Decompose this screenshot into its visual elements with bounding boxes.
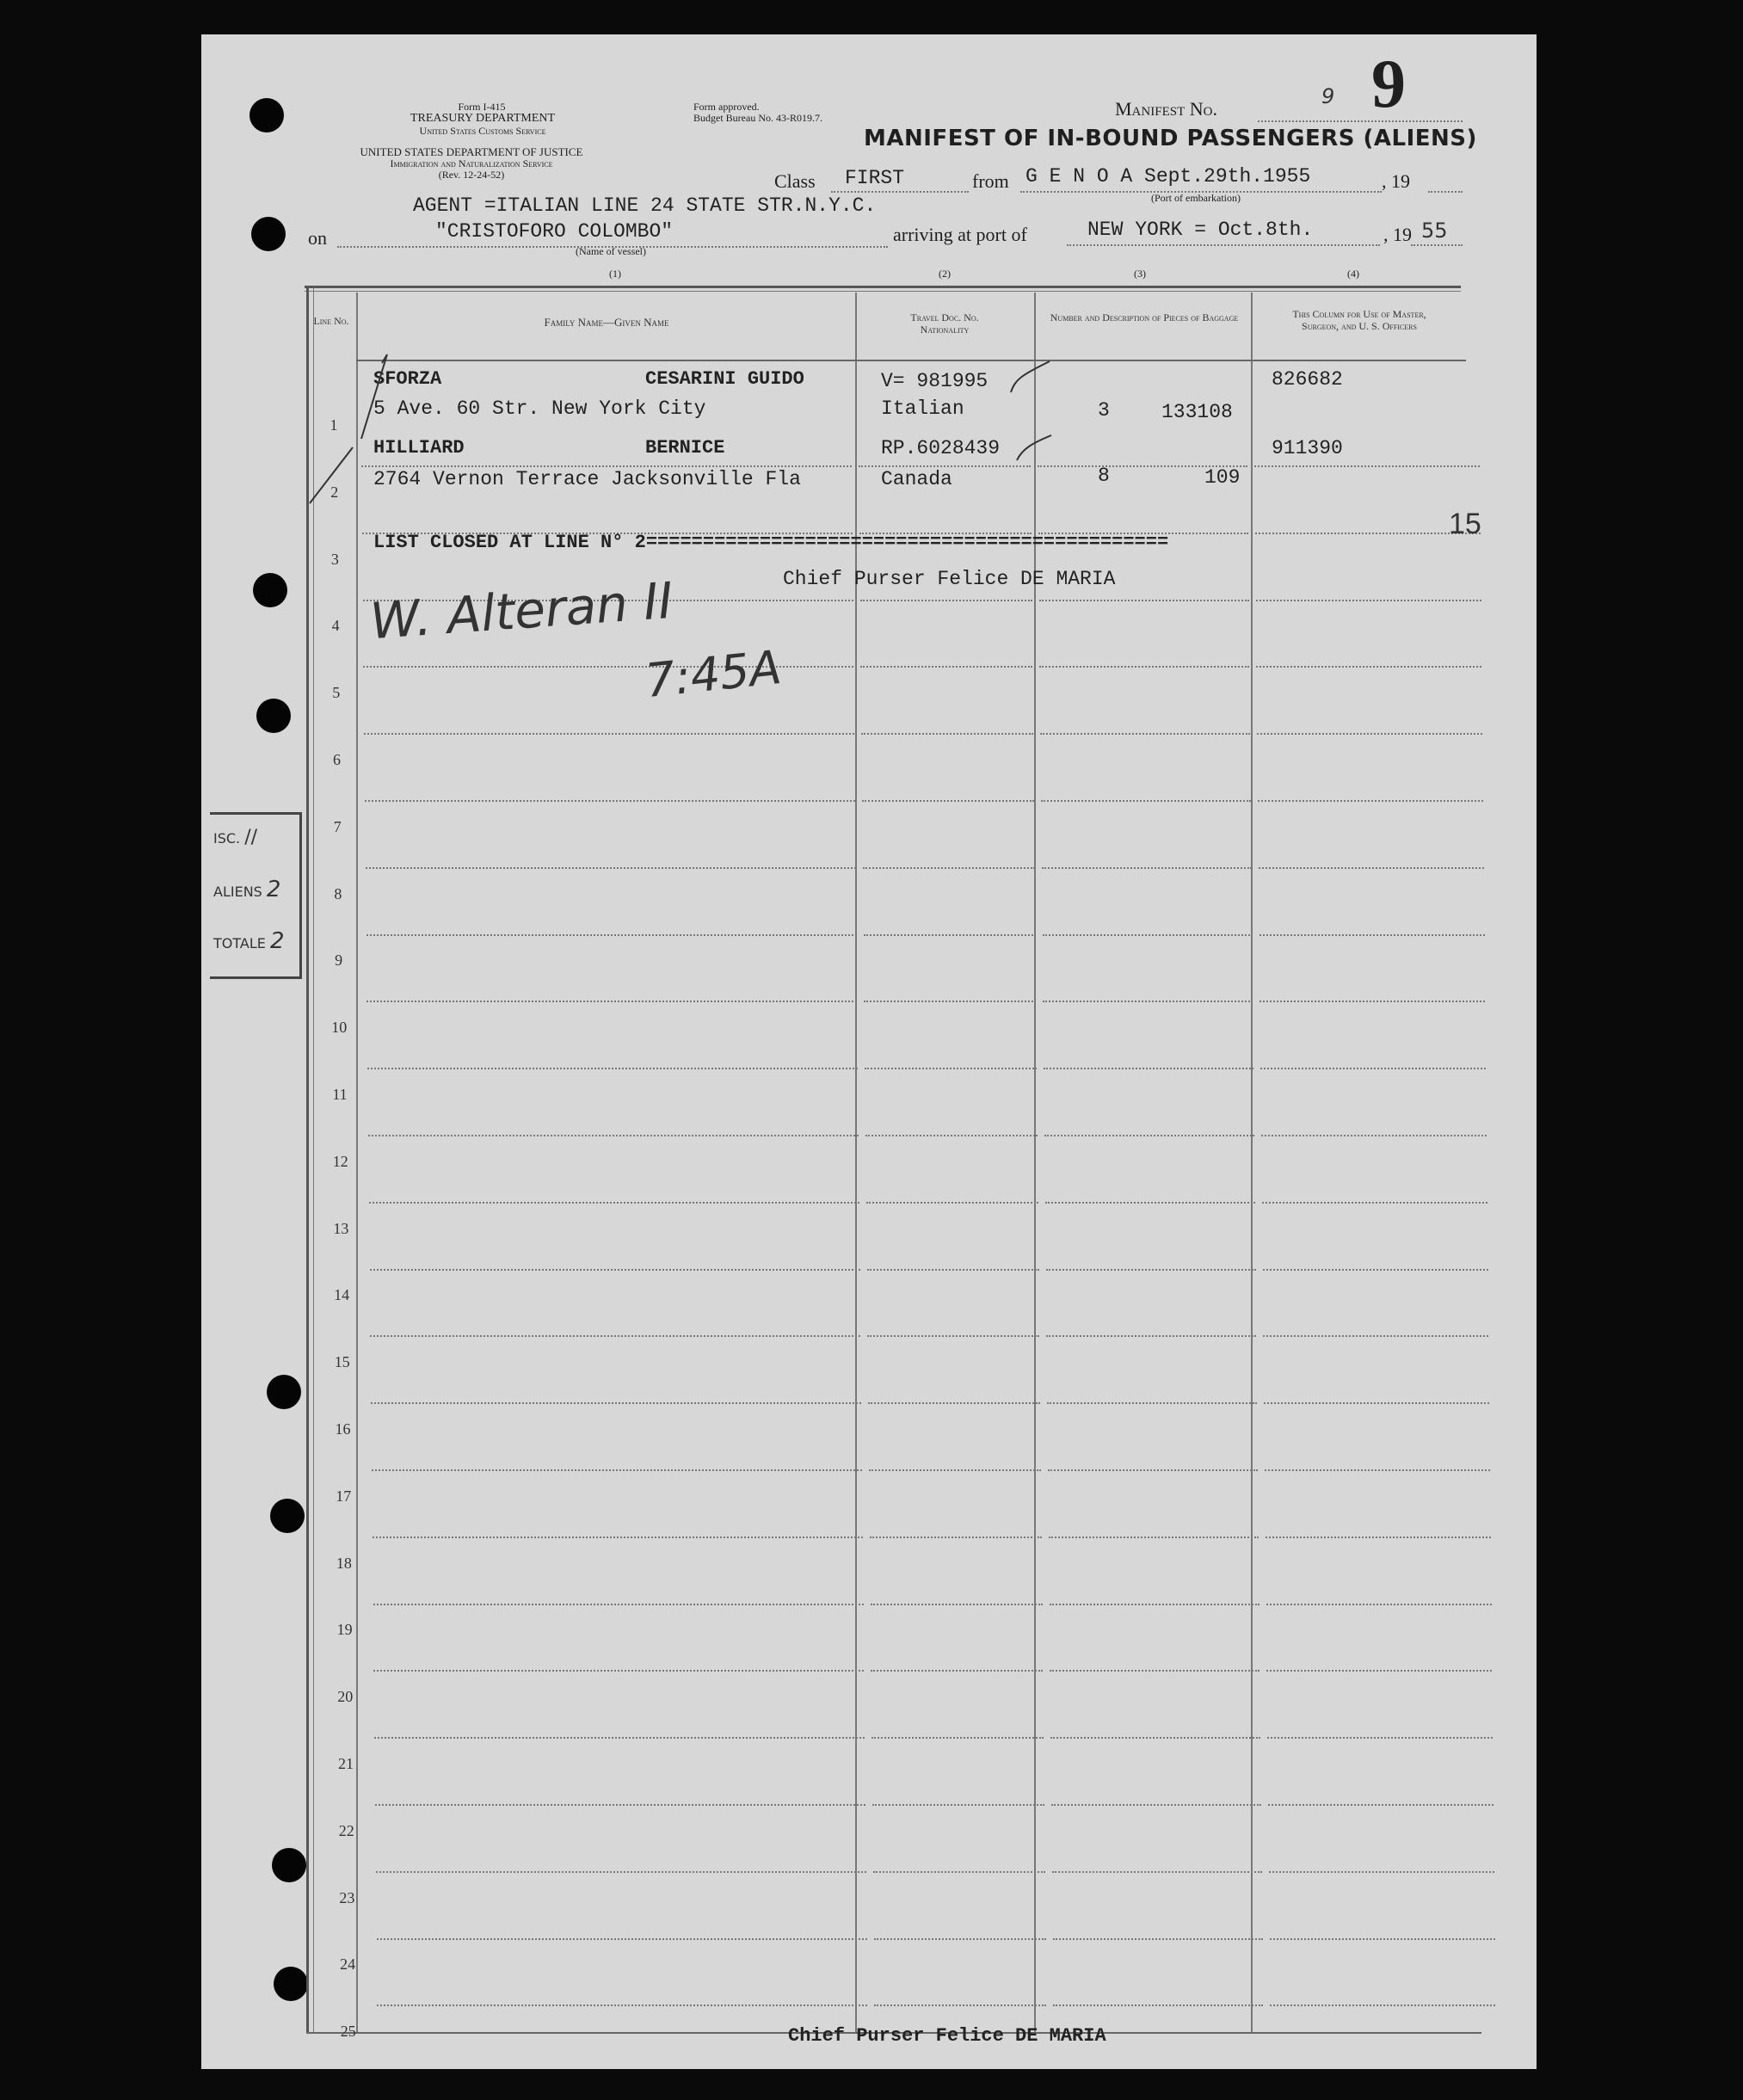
row-rule	[864, 1001, 1036, 1002]
vessel-note: (Name of vessel)	[576, 245, 646, 257]
row-rule	[1262, 1202, 1487, 1204]
table-left-border	[306, 287, 309, 2034]
line-number: 25	[340, 2023, 356, 2041]
officers-header: This Column for Use of Master, Surgeon, and U. S. Officers	[1292, 308, 1426, 332]
class-line	[831, 191, 969, 193]
row-rule	[1052, 1871, 1262, 1873]
row-rule	[1041, 800, 1251, 802]
table-top-border-inner	[305, 291, 1461, 292]
manifest-number-large: 9	[1371, 46, 1406, 122]
margin-number: 15	[1449, 508, 1481, 540]
arrival-year-line	[1411, 244, 1463, 246]
row-rule	[377, 1938, 867, 1940]
punch-hole	[249, 98, 284, 132]
manifest-page	[201, 34, 1537, 2069]
agent-line: AGENT =ITALIAN LINE 24 STATE STR.N.Y.C.	[413, 194, 877, 217]
row-rule	[1270, 1938, 1495, 1940]
row-rule	[861, 733, 1033, 735]
row-rule	[373, 1670, 864, 1672]
punch-hole	[270, 1499, 305, 1533]
row-rule	[1044, 1068, 1253, 1069]
column-number-1: (1)	[609, 268, 621, 280]
line-number: 17	[336, 1487, 352, 1505]
baggage-pieces: 3	[1098, 399, 1110, 422]
row-rule	[1048, 1469, 1258, 1471]
punch-hole	[253, 573, 287, 607]
officer-entry: 826682	[1272, 368, 1343, 391]
from-label: from	[972, 170, 1009, 192]
row-rule	[364, 733, 854, 735]
customs-service: United States Customs Service	[419, 125, 546, 137]
line-number: 11	[332, 1086, 348, 1103]
department: TREASURY DEPARTMENT	[410, 112, 556, 125]
row-rule	[370, 1335, 860, 1337]
row-rule	[874, 2005, 1046, 2006]
arrival-value: NEW YORK = Oct.8th.	[1087, 219, 1314, 241]
manifest-label: Manifest No.	[1115, 98, 1217, 120]
row-rule	[373, 1604, 864, 1605]
passenger-nationality: Canada	[881, 468, 952, 490]
officer-entry: 911390	[1272, 437, 1343, 459]
budget-bureau: Budget Bureau No. 43-R019.7.	[693, 112, 822, 124]
row-rule	[366, 934, 857, 936]
line-number: 21	[338, 1755, 354, 1772]
row-rule	[370, 1269, 860, 1271]
form-approved: Form approved.	[693, 101, 760, 113]
line-number: 12	[332, 1152, 348, 1170]
row-rule	[1047, 1402, 1257, 1404]
row-rule	[1254, 465, 1480, 467]
row-rule	[869, 1469, 1041, 1471]
passenger-given-name: CESARINI GUIDO	[645, 368, 804, 390]
column-number-3: (3)	[1134, 268, 1146, 280]
revision: (Rev. 12-24-52)	[438, 169, 505, 181]
line-number: 2	[330, 483, 339, 501]
chief-purser: Chief Purser Felice DE MARIA	[783, 568, 1116, 590]
line-number: 8	[334, 884, 342, 902]
line-number: 24	[340, 1955, 356, 1974]
baggage-number: 109	[1204, 466, 1241, 489]
row-rule	[365, 800, 855, 802]
row-rule	[862, 800, 1034, 802]
year-label: , 19	[1382, 170, 1410, 192]
row-rule	[1040, 733, 1250, 735]
row-rule	[1039, 666, 1249, 668]
row-rule	[1043, 1001, 1253, 1002]
row-rule	[1266, 1537, 1491, 1538]
row-rule	[368, 1135, 859, 1136]
row-rule	[1263, 1269, 1488, 1271]
row-rule	[1270, 2005, 1495, 2006]
line-number: 6	[333, 751, 341, 768]
class-label: Class	[774, 170, 816, 192]
passenger-given-name: BERNICE	[645, 437, 725, 459]
row-rule	[1043, 934, 1253, 936]
line-no-header: Line No.	[313, 315, 349, 327]
row-rule	[866, 1202, 1038, 1204]
footer-purser: Chief Purser Felice DE MARIA	[788, 2025, 1106, 2047]
passenger-address: 5 Ave. 60 Str. New York City	[373, 397, 706, 420]
column-number-4: (4)	[1347, 268, 1359, 280]
line-number: 7	[333, 817, 342, 835]
passenger-travel-doc: V= 981995	[881, 370, 989, 392]
arriving-label: arriving at port of	[893, 224, 1027, 245]
row-rule	[1266, 1670, 1492, 1672]
line-number: 15	[334, 1353, 350, 1371]
row-rule	[373, 1537, 863, 1538]
row-rule	[1050, 1604, 1260, 1605]
passenger-family-name: HILLIARD	[373, 437, 465, 459]
stamp-label: TOTALE	[213, 935, 266, 951]
manifest-line	[1258, 120, 1463, 122]
row-rule	[371, 1402, 861, 1404]
punch-hole	[251, 217, 286, 251]
row-rule	[863, 867, 1035, 869]
name-column-divider	[855, 293, 857, 2034]
punch-hole	[272, 1848, 306, 1882]
row-rule	[1045, 1202, 1255, 1204]
row-rule	[868, 1402, 1040, 1404]
line-number: 16	[335, 1420, 351, 1438]
row-rule	[1269, 1871, 1494, 1873]
row-rule	[1053, 1938, 1263, 1940]
handwritten-time: 7:45A	[643, 639, 785, 709]
row-rule	[367, 1068, 858, 1069]
line-number: 13	[333, 1219, 349, 1237]
row-rule	[374, 1737, 865, 1739]
table-top-border	[305, 286, 1461, 288]
stamp-label: ISC.	[213, 830, 241, 847]
row-rule	[872, 1804, 1044, 1806]
row-rule	[871, 1670, 1043, 1672]
row-rule	[872, 1737, 1044, 1739]
page-title: MANIFEST OF IN-BOUND PASSENGERS (ALIENS)	[864, 126, 1477, 151]
row-rule	[1260, 934, 1485, 936]
row-rule	[1046, 1269, 1256, 1271]
arrival-year: 55	[1421, 219, 1448, 243]
row-rule	[867, 1335, 1039, 1337]
row-rule	[1268, 1804, 1494, 1806]
name-header: Family Name—Given Name	[544, 316, 669, 329]
row-rule	[1260, 1068, 1486, 1069]
arrival-line	[1067, 244, 1380, 246]
travel-doc-header: Travel Doc. No. Nationality	[910, 311, 979, 336]
class-value: FIRST	[845, 167, 905, 189]
row-rule	[1259, 867, 1484, 869]
punch-hole	[256, 699, 291, 733]
manifest-number-small: 9	[1321, 84, 1335, 108]
row-rule	[377, 2005, 867, 2006]
row-rule	[372, 1469, 862, 1471]
passenger-address: 2764 Vernon Terrace Jacksonville Fla	[373, 468, 801, 490]
row-rule	[871, 1604, 1043, 1605]
doc-column-divider	[1034, 293, 1036, 2034]
row-rule	[1260, 1001, 1485, 1002]
row-rule	[1256, 600, 1481, 601]
passenger-travel-doc: RP.6028439	[881, 437, 1001, 459]
row-rule	[874, 1938, 1046, 1940]
table-left-border-inner	[313, 287, 314, 2034]
line-number: 5	[332, 684, 341, 702]
line-number: 19	[336, 1621, 353, 1639]
row-rule	[1258, 800, 1483, 802]
row-rule	[1265, 1469, 1490, 1471]
line-number: 22	[338, 1821, 354, 1839]
baggage-header: Number and Description of Pieces of Baggage	[1050, 311, 1239, 323]
punch-hole	[267, 1375, 301, 1409]
row-rule	[1046, 1335, 1256, 1337]
row-rule	[1266, 1604, 1492, 1605]
row-rule	[375, 1804, 865, 1806]
on-label: on	[308, 227, 327, 249]
row-rule	[867, 1269, 1039, 1271]
ins-service: Immigration and Naturalization Service	[390, 157, 553, 169]
row-rule	[1042, 867, 1252, 869]
row-rule	[1050, 1670, 1260, 1672]
line-number: 4	[331, 617, 340, 635]
row-rule	[864, 934, 1036, 936]
row-rule	[376, 1871, 866, 1873]
stamp-label: ALIENS	[213, 884, 262, 900]
row-rule	[366, 867, 856, 869]
line-number: 10	[331, 1019, 348, 1037]
row-rule	[1050, 1737, 1260, 1739]
handwritten-signature: W. Alteran II	[368, 570, 675, 651]
row-rule	[369, 1202, 859, 1204]
row-rule	[860, 600, 1032, 601]
stamp-value: 2	[266, 877, 281, 902]
row-rule	[1263, 1335, 1488, 1337]
line-number: 23	[339, 1888, 355, 1906]
arrival-year-prefix: , 19	[1383, 224, 1412, 245]
justice-department: UNITED STATES DEPARTMENT OF JUSTICE	[360, 145, 583, 158]
row-rule	[1256, 666, 1481, 668]
row-rule	[873, 1871, 1045, 1873]
row-rule	[1264, 1402, 1489, 1404]
baggage-pieces: 8	[1098, 465, 1110, 487]
port-embarkation-note: (Port of embarkation)	[1151, 192, 1241, 204]
row-rule	[1044, 1135, 1254, 1136]
row-rule	[366, 1001, 857, 1002]
check-marks	[293, 344, 1067, 516]
punch-hole	[274, 1967, 308, 2001]
row-rule	[1049, 1537, 1259, 1538]
row-rule	[1053, 2005, 1263, 2006]
row-rule	[860, 666, 1032, 668]
row-rule	[865, 1135, 1038, 1136]
row-rule	[865, 1068, 1037, 1069]
line-number: 20	[337, 1688, 354, 1706]
count-stamp	[210, 812, 302, 979]
row-rule	[1039, 600, 1249, 601]
row-rule	[1267, 1737, 1493, 1739]
line-number: 1	[330, 416, 338, 434]
baggage-number: 133108	[1161, 401, 1233, 423]
stamp-value: 2	[269, 928, 285, 954]
year-line	[1428, 191, 1463, 193]
vessel-name: "CRISTOFORO COLOMBO"	[435, 220, 674, 243]
line-number: 9	[335, 951, 343, 970]
line-number: 3	[330, 550, 339, 568]
passenger-family-name: SFORZA	[373, 368, 442, 390]
from-value: G E N O A Sept.29th.1955	[1025, 165, 1311, 188]
line-number: 14	[334, 1286, 350, 1304]
line-number: 18	[336, 1554, 352, 1572]
column-number-2: (2)	[939, 268, 951, 280]
row-rule	[1257, 733, 1482, 735]
stamp-value: //	[244, 827, 258, 848]
row-rule	[1261, 1135, 1487, 1136]
row-rule	[1051, 1804, 1261, 1806]
form-number: Form I-415	[458, 101, 506, 113]
row-rule	[1255, 533, 1481, 534]
row-rule	[870, 1537, 1042, 1538]
list-closed-line: LIST CLOSED AT LINE N° 2==============================================	[373, 532, 1169, 553]
baggage-column-divider	[1251, 293, 1253, 2034]
passenger-nationality: Italian	[881, 397, 964, 420]
